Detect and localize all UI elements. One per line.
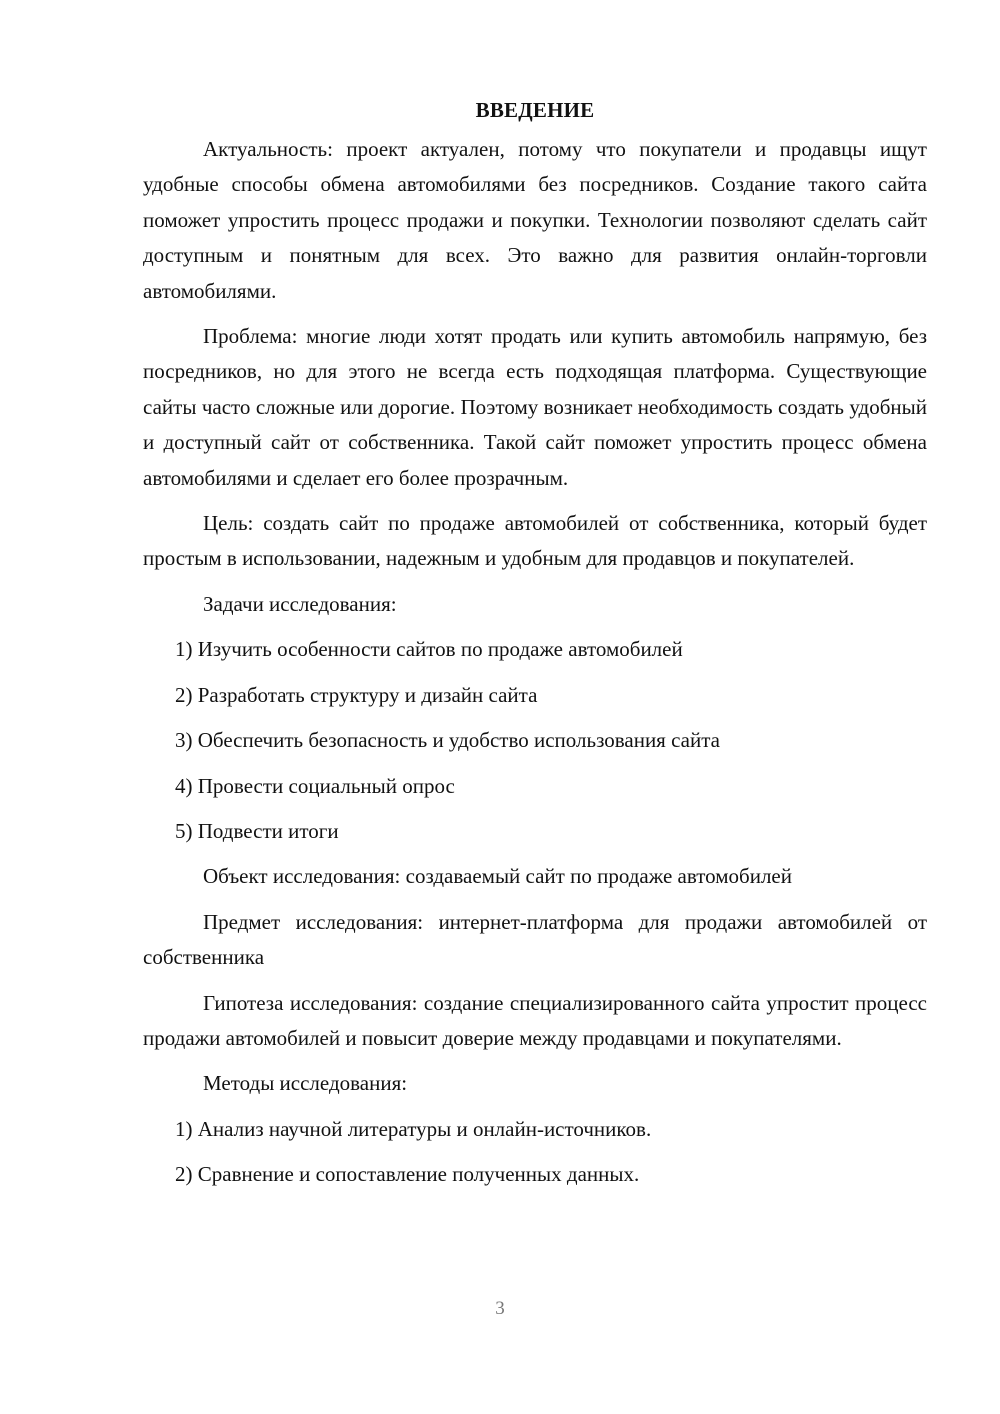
page-number: 3	[495, 1298, 505, 1319]
method-item: 1) Анализ научной литературы и онлайн-источников.	[175, 1116, 652, 1141]
problem-paragraph: Проблема: многие люди хотят продать или купить автомобиль напрямую, без посредников, но для этого не всегда есть подходящая платформа. Существующие сайты часто сложные или дорогие. Поэтому возникает необходимость создать удобный и доступный сайт от собственника. Такой сайт поможет упростить процесс обмена автомобилями и сделает его более прозрачным.	[143, 324, 927, 490]
method-item: 2) Сравнение и сопоставление полученных данных.	[175, 1162, 640, 1187]
task-item: 3) Обеспечить безопасность и удобство использования сайта	[175, 728, 720, 753]
goal-paragraph: Цель: создать сайт по продаже автомобилей от собственника, который будет простым в использовании, надежным и удобным для продавцов и покупателей.	[143, 511, 927, 571]
document-page	[143, 92, 927, 1203]
relevance-paragraph: Актуальность: проект актуален, потому что покупатели и продавцы ищут удобные способы обмена автомобилями без посредников. Создание такого сайта поможет упростить процесс продажи и покупки. Технологии позволяют сделать сайт доступным и понятным для всех. Это важно для развития онлайн-торговли автомобилями.	[143, 137, 927, 303]
hypothesis-paragraph: Гипотеза исследования: создание специализированного сайта упростит процесс продажи автомобилей и повысит доверие между продавцами и покупателями.	[143, 990, 927, 1050]
section-title: ВВЕДЕНИЕ	[475, 98, 595, 122]
task-item: 1) Изучить особенности сайтов по продаже автомобилей	[175, 637, 683, 662]
tasks-heading: Задачи исследования:	[203, 591, 397, 616]
subject-paragraph: Предмет исследования: интернет-платформа для продажи автомобилей от собственника	[143, 909, 927, 970]
task-item: 2) Разработать структуру и дизайн сайта	[175, 682, 538, 707]
methods-heading: Методы исследования:	[203, 1071, 408, 1096]
task-item: 5) Подвести итоги	[175, 818, 339, 843]
task-item: 4) Провести социальный опрос	[175, 773, 455, 798]
methods-list	[143, 1112, 927, 1193]
object-paragraph: Объект исследования: создаваемый сайт по продаже автомобилей	[203, 864, 792, 889]
tasks-list	[143, 632, 927, 849]
